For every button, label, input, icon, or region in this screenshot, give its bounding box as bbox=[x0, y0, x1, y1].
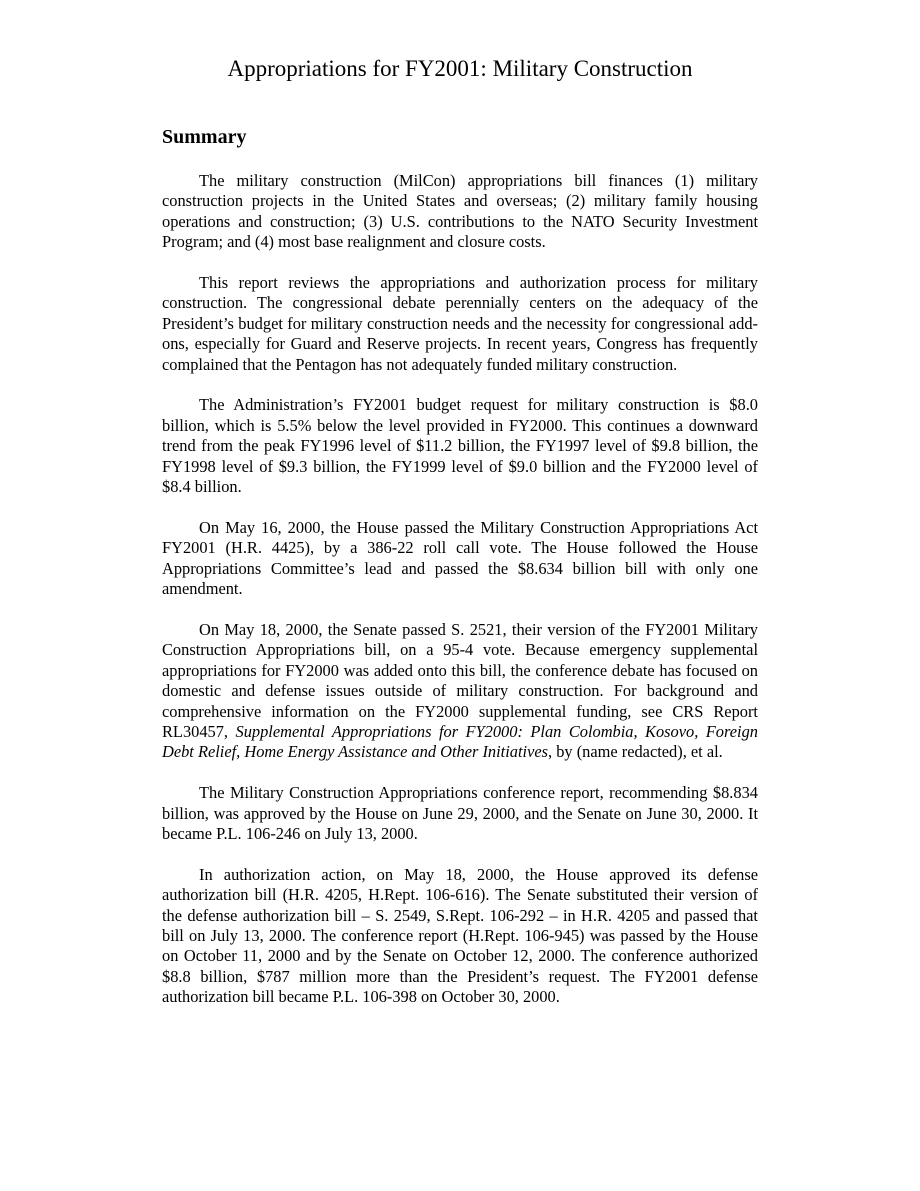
paragraph-authorization-action: In authorization action, on May 18, 2000, the House approved its defense authorization bill (H.R. 4205, H.Rept. 106-616). The Senate substituted their version of the defense authorization bill – S. 2549, S.Rept. 106-292 – in H.R. 4205 and passed that bill on July 13, 2000. The conference report (H.Rept. 106-945) was passed by the House on October 11, 2000 and by the Senate on October 12, 2000. The conference authorized $8.8 billion, $787 million more than the President’s request. The FY2001 defense authorization bill became P.L. 106-398 on October 30, 2000. bbox=[162, 864, 758, 1007]
paragraph-budget-request: The Administration’s FY2001 budget request for military construction is $8.0 billion, which is 5.5% below the level provided in FY2000. This continues a downward trend from the peak FY1996 level of $11.2 billion, the FY1997 level of $9.8 billion, the FY1998 level of $9.3 billion, the FY1999 level of $9.0 billion and the FY2000 level of $8.4 billion. bbox=[162, 395, 758, 497]
document-title: Appropriations for FY2001: Military Construction bbox=[227, 56, 693, 81]
senate-passage-text: On May 18, 2000, the Senate passed S. 2521, their version of the FY2001 Military Construction Appropriations bill, on a 95-4 vote. Because emergency supplemental appropriations for FY2000 was added onto this bill, the conference debate has focused on domestic and defense issues outside of military construction. For background and comprehensive information on the FY2000 supplemental funding, see CRS Report RL30457, bbox=[162, 619, 758, 741]
document-body bbox=[162, 124, 758, 1028]
paragraph-house-passage: On May 16, 2000, the House passed the Military Construction Appropriations Act FY2001 (H.R. 4425), by a 386-22 roll call vote. The House followed the House Appropriations Committee’s lead and passed the $8.634 billion bill with only one amendment. bbox=[162, 517, 758, 599]
paragraph-conference-report: The Military Construction Appropriations conference report, recommending $8.834 billion, was approved by the House on June 29, 2000, and the Senate on June 30, 2000. It became P.L. 106-246 on July 13, 2000. bbox=[162, 783, 758, 843]
paragraph-senate-passage bbox=[162, 620, 758, 763]
paragraph-report-review: This report reviews the appropriations and authorization process for military construction. The congressional debate perennially centers on the adequacy of the President’s budget for military construction needs and the necessity for congressional add-ons, especially for Guard and Reserve projects. In recent years, Congress has frequently complained that the Pentagon has not adequately funded military construction. bbox=[162, 273, 758, 374]
paragraph-milcon-overview: The military construction (MilCon) appropriations bill finances (1) military construction projects in the United States and overseas; (2) military family housing operations and construction; (3) U.S. contributions to the NATO Security Investment Program; and (4) most base realignment and closure costs. bbox=[162, 171, 758, 252]
crs-report-title: Supplemental Appropriations for FY2000: Plan Colombia, Kosovo, Foreign Debt Relief, Home Energy Assistance and Other Initiatives bbox=[162, 721, 758, 762]
senate-passage-text-end: , by (name redacted), et al. bbox=[548, 742, 723, 762]
section-heading-summary: Summary bbox=[162, 126, 247, 148]
